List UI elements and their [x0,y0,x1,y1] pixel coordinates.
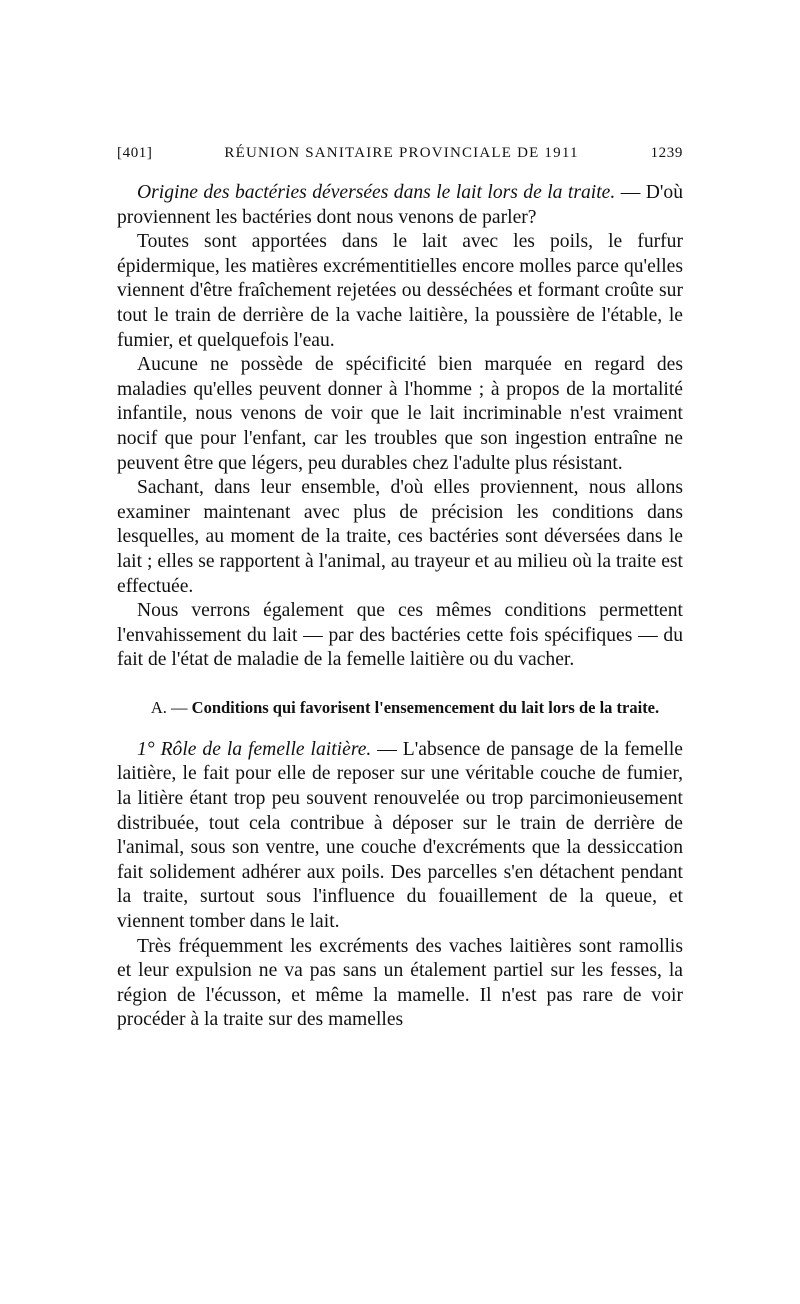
paragraph-text: Très fréquemment les excréments des vaches laitières sont ramollis et leur expulsion ne va pas sans un étalement partiel sur les fesses, la région de l'écusson, et même la mamelle. Il n'est pas rare de voir procéder à la traite sur des mamelles [117,935,683,1031]
paragraph [117,181,683,230]
section-heading-text: Conditions qui favorisent l'ensemencement du lait lors de la traite. [191,697,660,717]
paragraph-text: Sachant, dans leur ensemble, d'où elles proviennent, nous allons examiner maintenant avec plus de précision les conditions dans lesquelles, au moment de la traite, ces bactéries sont déversées dans le lait ; elles se rapportent à l'animal, au trayeur et au milieu où la traite est effectuée. [117,477,683,597]
section-letter: A. — [150,697,188,717]
paragraph [117,353,683,476]
paragraph-text: — D'où proviennent les bactéries dont nous venons de parler? [117,182,684,228]
paragraph [117,599,683,673]
paragraph [117,476,683,599]
paragraph-italic-lead: Origine des bactéries déversées dans le lait lors de la traite. [137,182,616,203]
paragraph [117,738,683,935]
paragraph [117,230,683,353]
paragraph-text: Nous verrons également que ces mêmes conditions permettent l'envahissement du lait — par des bactéries cette fois spécifiques — du fait de l'état de maladie de la femelle laitière ou du vacher. [117,600,683,671]
page-number: 1239 [650,145,683,161]
paragraph-text: — L'absence de pansage de la femelle laitière, le fait pour elle de reposer sur une véritable couche de fumier, la litière étant trop peu souvent renouvelée ou trop parcimonieusement distribuée, tout cela contribue à déposer sur le train de derrière de l'animal, sous son ventre, une couche d'excréments que la dessiccation fait solidement adhérer aux poils. Des parcelles s'en détachent pendant la traite, surtout sous l'influence du fouaillement de la queue, et viennent tomber dans le lait. [117,738,683,933]
page-reference: [401] [117,145,153,161]
paragraph-text: Toutes sont apportées dans le lait avec les poils, le furfur épidermique, les matières excrémentitielles encore molles parce qu'elles viennent d'être fraîchement rejetées ou desséchées et formant croûte sur tout le train de derrière de la vache laitière, la poussière de l'étable, le fumier, et quelquefois l'eau. [117,231,683,351]
book-page [117,145,683,1033]
paragraph-text: Aucune ne possède de spécificité bien marquée en regard des maladies qu'elles peuvent donner à l'homme ; à propos de la mortalité infantile, nous venons de voir que le lait incriminable n'est vraiment nocif que pour l'enfant, car les troubles que son ingestion entraîne ne peuvent être que légers, peu durables chez l'adulte plus résistant. [117,354,683,474]
running-title: RÉUNION SANITAIRE PROVINCIALE DE 1911 [224,145,579,161]
paragraph [117,935,683,1033]
section-heading [117,697,683,719]
running-header [117,145,683,169]
paragraph-italic-lead: 1° Rôle de la femelle laitière. [137,738,372,760]
